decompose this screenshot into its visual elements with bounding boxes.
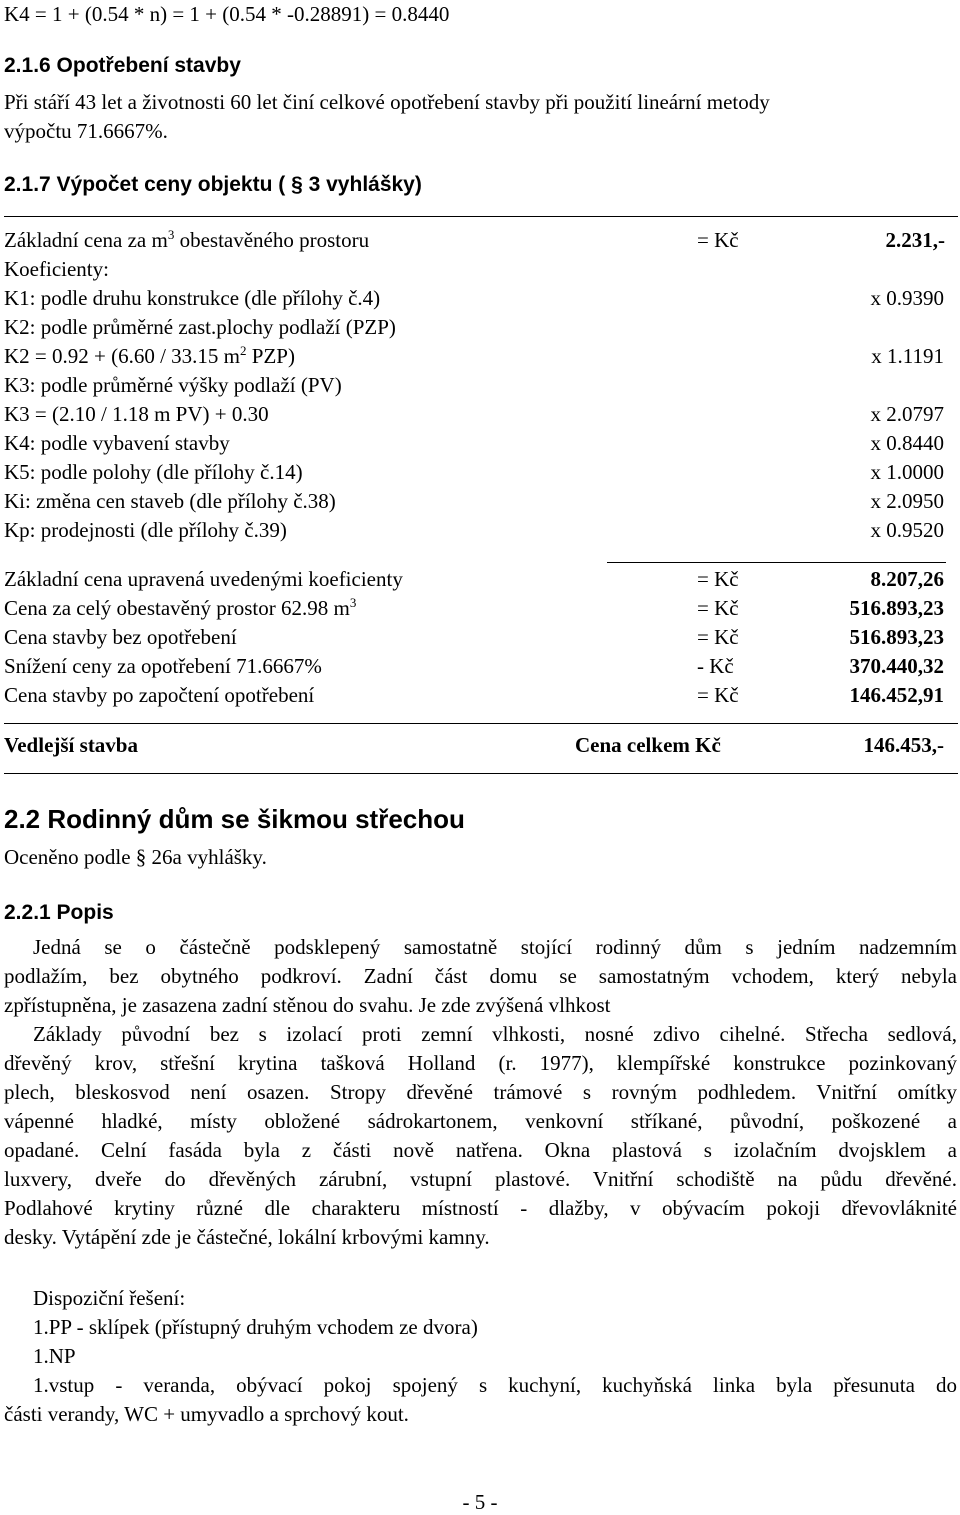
result-op: = Kč bbox=[697, 567, 739, 591]
result-op: - Kč bbox=[697, 654, 734, 678]
disposition-title: Dispoziční řešení: bbox=[33, 1286, 186, 1310]
description-line: Podlahové krytiny různé dle charakteru místností - dlažby, v obývacím pokoji dřevovláknité bbox=[4, 1196, 957, 1220]
total-value: 146.453,- bbox=[863, 733, 944, 757]
coef-value: x 2.0797 bbox=[870, 402, 944, 426]
disposition-line: části verandy, WC + umyvadlo a sprchový kout. bbox=[4, 1402, 409, 1426]
divider bbox=[607, 562, 946, 563]
section-heading-22: 2.2 Rodinný dům se šikmou střechou bbox=[4, 804, 465, 834]
top-formula: K4 = 1 + (0.54 * n) = 1 + (0.54 * -0.28891) = 0.8440 bbox=[4, 2, 450, 26]
description-line: Jedná se o částečně podsklepený samostatně stojící rodinný dům s jedním nadzemním bbox=[33, 935, 957, 959]
result-label: Základní cena upravená uvedenými koeficienty bbox=[4, 567, 403, 591]
coef-value: x 0.9390 bbox=[870, 286, 944, 310]
disposition-pp: 1.PP - sklípek (přístupný druhým vchodem ze dvora) bbox=[33, 1315, 478, 1339]
disposition-np: 1.NP bbox=[33, 1344, 76, 1368]
coef-value: x 0.8440 bbox=[870, 431, 944, 455]
base-price-op: = Kč bbox=[697, 228, 739, 252]
wear-text-line-1: Při stáří 43 let a životnosti 60 let činí celkové opotřebení stavby při použití lineární metody bbox=[4, 90, 770, 114]
description-line: Základy původní bez s izolací proti zemní vlhkosti, nosné zdivo cihelné. Střecha sedlová, bbox=[33, 1022, 957, 1046]
coef-label: K2: podle průměrné zast.plochy podlaží (PZP) bbox=[4, 315, 396, 339]
result-op: = Kč bbox=[697, 625, 739, 649]
result-value: 516.893,23 bbox=[849, 625, 944, 649]
coefficients-title: Koeficienty: bbox=[4, 257, 109, 281]
result-op: = Kč bbox=[697, 683, 739, 707]
coef-label: K5: podle polohy (dle přílohy č.14) bbox=[4, 460, 303, 484]
coef-value: x 2.0950 bbox=[870, 489, 944, 513]
divider bbox=[4, 723, 958, 724]
coef-label: Kp: prodejnosti (dle přílohy č.39) bbox=[4, 518, 287, 542]
section-heading-217: 2.1.7 Výpočet ceny objektu ( § 3 vyhlášky) bbox=[4, 173, 422, 196]
result-op: = Kč bbox=[697, 596, 739, 620]
divider bbox=[4, 216, 958, 217]
section-heading-221: 2.2.1 Popis bbox=[4, 901, 114, 924]
section-subtitle: Oceněno podle § 26a vyhlášky. bbox=[4, 845, 267, 869]
coef-value: x 1.0000 bbox=[870, 460, 944, 484]
section-heading-216: 2.1.6 Opotřebení stavby bbox=[4, 54, 241, 77]
description-line: desky. Vytápění zde je částečné, lokální krbovými kamny. bbox=[4, 1225, 490, 1249]
result-value: 370.440,32 bbox=[849, 654, 944, 678]
result-label: Snížení ceny za opotřebení 71.6667% bbox=[4, 654, 322, 678]
total-op: Cena celkem Kč bbox=[575, 733, 721, 757]
disposition-line: 1.vstup - veranda, obývací pokoj spojený s kuchyní, kuchyňská linka byla přesunuta do bbox=[33, 1373, 957, 1397]
result-label: Cena za celý obestavěný prostor 62.98 $m^3$ bbox=[4, 595, 357, 620]
coef-label: Ki: změna cen staveb (dle přílohy č.38) bbox=[4, 489, 336, 513]
coef-label: K4: podle vybavení stavby bbox=[4, 431, 230, 455]
page-number: - 5 - bbox=[462, 1490, 498, 1514]
base-price-label: Základní cena za $m^3$ obestavěného prostoru bbox=[4, 227, 370, 252]
wear-text-line-2: výpočtu 71.6667%. bbox=[4, 119, 168, 143]
coef-label: K2 = 0.92 + (6.60 / 33.15 $m^2$ PZP) bbox=[4, 343, 295, 368]
divider bbox=[4, 773, 958, 774]
coef-value: x 1.1191 bbox=[871, 344, 944, 368]
result-value: 516.893,23 bbox=[849, 596, 944, 620]
coef-value: x 0.9520 bbox=[870, 518, 944, 542]
base-price-value: 2.231,- bbox=[885, 228, 945, 252]
coef-label: K3: podle průměrné výšky podlaží (PV) bbox=[4, 373, 342, 397]
description-line: podlažím, bez obytného podkroví. Zadní část domu se samostatným vchodem, který nebyla bbox=[4, 964, 957, 988]
result-label: Cena stavby po započtení opotřebení bbox=[4, 683, 315, 707]
result-label: Cena stavby bez opotřebení bbox=[4, 625, 237, 649]
description-line: vápenné hladké, místy obložené sádrokartonem, venkovní stříkané, původní, poškozené a bbox=[4, 1109, 957, 1133]
coef-label: K3 = (2.10 / 1.18 m PV) + 0.30 bbox=[4, 402, 269, 426]
result-value: 8.207,26 bbox=[870, 567, 944, 591]
coef-label: K1: podle druhu konstrukce (dle přílohy č.4) bbox=[4, 286, 381, 310]
description-line: dřevěný krov, střešní krytina tašková Holland (r. 1977), klempířské konstrukce pozinkovaný bbox=[4, 1051, 957, 1075]
total-label: Vedlejší stavba bbox=[4, 733, 138, 757]
description-line: plech, bleskosvod není osazen. Stropy dřevěné trámové s rovným podhledem. Vnitřní omítky bbox=[4, 1080, 957, 1104]
description-line: luxvery, dveře do dřevěných zárubní, vstupní plastové. Vnitřní schodiště na půdu dřevěné. bbox=[4, 1167, 957, 1191]
description-line: zpřístupněna, je zasazena zadní stěnou do svahu. Je zde zvýšená vlhkost bbox=[4, 993, 611, 1017]
description-line: opadané. Celní fasáda byla z části nově natřena. Okna plastová s izolačním dvojsklem a bbox=[4, 1138, 957, 1162]
result-value: 146.452,91 bbox=[849, 683, 944, 707]
